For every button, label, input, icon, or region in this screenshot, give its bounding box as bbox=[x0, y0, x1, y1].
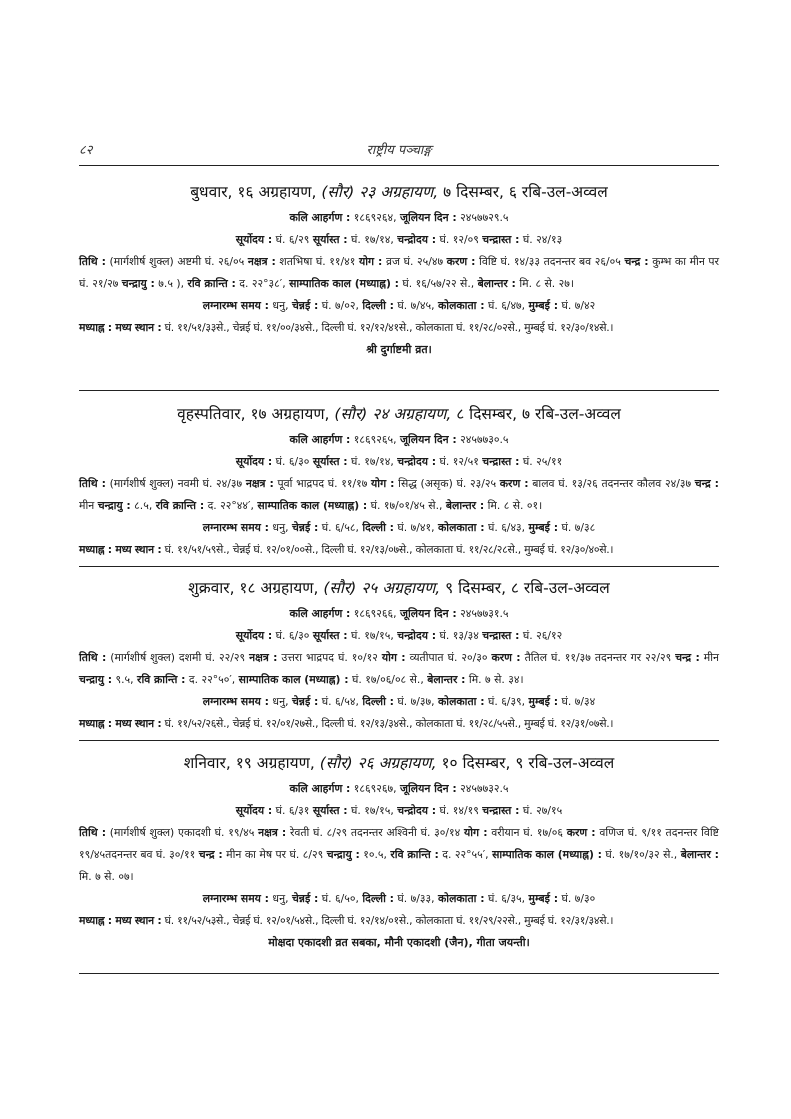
sun-moon-value: घं. २६/१२ bbox=[519, 629, 563, 642]
day-entry bbox=[79, 752, 719, 954]
lagna-value: धनु, bbox=[269, 695, 292, 708]
sun-moon-value: घं. ६/२९ bbox=[272, 233, 313, 246]
lagna-line bbox=[79, 888, 719, 910]
detail-value: ८.५, bbox=[130, 499, 156, 512]
weekday-date: शनिवार, १९ अग्रहायण, bbox=[183, 754, 320, 772]
solar-date: (सौर) २५ अग्रहायण, bbox=[323, 579, 441, 597]
lagna-value: धनु, bbox=[269, 299, 292, 312]
sun-moon-label: चन्द्रोदय : bbox=[397, 804, 437, 817]
detail-label: करण : bbox=[446, 255, 476, 268]
lagna-label: कोलकाता : bbox=[437, 299, 485, 312]
detail-value: मि. ८ से. ०१। bbox=[484, 499, 543, 512]
sun-moon-label: चन्द्रास्त : bbox=[482, 233, 520, 246]
sun-moon-value: घं. १३/३४ bbox=[436, 629, 483, 642]
detail-value: शतभिषा घं. ११/४१ bbox=[275, 255, 359, 268]
day-heading bbox=[79, 403, 719, 425]
detail-label: योग : bbox=[381, 651, 406, 664]
detail-label: योग : bbox=[359, 255, 383, 268]
lagna-line bbox=[79, 517, 719, 539]
madhyahna-label: मध्याह्न : मध्य स्थान : bbox=[79, 543, 162, 556]
sun-moon-value: घं. १७/१५, bbox=[347, 629, 398, 642]
madhyahna-value: घं. ११/५२/२६से., चेन्नई घं. १२/०१/२७से., दिल्ली घं. १२/१३/३४से., कोलकाता घं. ११/२८/५५से., मुम्बई घं. १२/३१/०७से.। bbox=[161, 717, 614, 730]
lagna-value: धनु, bbox=[269, 892, 292, 905]
solar-date: (सौर) २६ अग्रहायण, bbox=[319, 754, 437, 772]
sun-moon-value: घं. १२/०९ bbox=[436, 233, 483, 246]
julian-value: २४५७७३२.५ bbox=[456, 782, 509, 795]
day-entry bbox=[79, 181, 719, 361]
kali-label: कलि आहर्गण : bbox=[289, 433, 351, 446]
detail-label: साम्पातिक काल (मध्याह्न) : bbox=[289, 277, 399, 290]
lagna-label: कोलकाता : bbox=[437, 892, 485, 905]
detail-label: चन्द्र : bbox=[675, 651, 700, 664]
solar-date: (सौर) २३ अग्रहायण, bbox=[321, 183, 439, 201]
lagna-label: मुम्बई : bbox=[528, 299, 559, 312]
kali-label: कलि आहर्गण : bbox=[289, 607, 351, 620]
sun-moon-value: घं. २४/१३ bbox=[519, 233, 563, 246]
detail-value: द. २२°३८′, bbox=[235, 277, 290, 290]
julian-value: २४५७७३०.५ bbox=[456, 433, 509, 446]
detail-value: घं. १७/०६/०८ से., bbox=[348, 673, 428, 686]
lagna-value: घं. ७/३८ bbox=[558, 521, 596, 534]
day-heading bbox=[79, 577, 719, 599]
detail-label: करण : bbox=[491, 651, 521, 664]
sun-moon-label: सूर्यास्त : bbox=[312, 233, 348, 246]
sun-moon-label: सूर्यास्त : bbox=[312, 629, 348, 642]
detail-label: चन्द्रायु : bbox=[79, 673, 113, 686]
lagna-value: घं. ७/३४ bbox=[558, 695, 596, 708]
madhyahna-value: घं. ११/५२/५३से., चेन्नई घं. १२/०१/५४से., दिल्ली घं. १२/१४/०१से., कोलकाता घं. ११/२९/२२से., मुम्बई घं. १२/३१/३४से.। bbox=[161, 914, 614, 927]
detail-value: कुम्भ का मीन पर घं. २१/२७ bbox=[79, 255, 719, 290]
kali-value: १८६९२६४, bbox=[350, 211, 400, 224]
detail-label: चन्द्रायु : bbox=[326, 848, 360, 861]
detail-label: साम्पातिक काल (मध्याह्न) : bbox=[238, 673, 349, 686]
sun-moon-label: सूर्योदय : bbox=[235, 629, 273, 642]
lagna-label: चेन्नई : bbox=[291, 521, 319, 534]
detail-label: बेलान्तर : bbox=[427, 673, 466, 686]
festival-note: श्री दुर्गाष्टमी व्रत। bbox=[366, 343, 432, 356]
lagna-label: चेन्नई : bbox=[291, 695, 319, 708]
detail-value: वणिज घं. ९/११ तदनन्तर विष्टि १९/४५तदनन्तर बव घं. ३०/११ bbox=[79, 826, 719, 861]
lagna-label: दिल्ली : bbox=[362, 695, 394, 708]
lagna-label: लग्नारम्भ समय : bbox=[202, 521, 269, 534]
gregorian-hijri-date: ९ दिसम्बर, ८ रबि-उल-अव्वल bbox=[440, 579, 610, 597]
kali-julian-line bbox=[79, 429, 719, 451]
detail-value: व्यतीपात घं. २०/३० bbox=[405, 651, 492, 664]
detail-label: तिथि : bbox=[79, 477, 106, 490]
julian-label: जूलियन दिन : bbox=[399, 607, 457, 620]
lagna-label: दिल्ली : bbox=[362, 521, 394, 534]
madhyahna-value: घं. ११/५१/५९से., चेन्नई घं. १२/०१/००से., दिल्ली घं. १२/१३/०७से., कोलकाता घं. ११/२८/२८से., मुम्बई घं. १२/३०/४०से.। bbox=[161, 543, 614, 556]
detail-label: तिथि : bbox=[79, 826, 107, 839]
sun-moon-value: घं. ६/३१ bbox=[272, 804, 313, 817]
day-heading bbox=[79, 181, 719, 203]
detail-label: करण : bbox=[499, 477, 529, 490]
gregorian-hijri-date: ७ दिसम्बर, ६ रबि-उल-अव्वल bbox=[438, 183, 608, 201]
lagna-value: घं. ७/०२, bbox=[318, 299, 363, 312]
detail-label: चन्द्र : bbox=[694, 477, 719, 490]
detail-label: बेलान्तर : bbox=[445, 499, 485, 512]
kali-value: १८६९२६६, bbox=[350, 607, 400, 620]
detail-label: रवि क्रान्ति : bbox=[137, 673, 186, 686]
lagna-label: लग्नारम्भ समय : bbox=[202, 695, 269, 708]
sun-moon-value: घं. १७/१४, bbox=[347, 233, 398, 246]
sun-moon-line bbox=[79, 229, 719, 251]
detail-value: पूर्वा भाद्रपद घं. ११/१७ bbox=[273, 477, 372, 490]
lagna-label: चेन्नई : bbox=[291, 892, 319, 905]
sun-moon-line bbox=[79, 451, 719, 473]
page-header bbox=[79, 140, 719, 162]
detail-value: वरीयान घं. १७/०६ bbox=[487, 826, 567, 839]
detail-value: घं. १७/१०/३२ से., bbox=[601, 848, 681, 861]
julian-label: जूलियन दिन : bbox=[399, 211, 457, 224]
detail-label: नक्षत्र : bbox=[258, 826, 287, 839]
lagna-value: घं. ७/४५, bbox=[393, 299, 438, 312]
lagna-value: घं. ६/४७, bbox=[484, 299, 529, 312]
detail-label: तिथि : bbox=[79, 255, 106, 268]
lagna-value: घं. ६/३९, bbox=[484, 695, 529, 708]
detail-value: सिद्ध (असृक) घं. २३/२५ bbox=[394, 477, 500, 490]
detail-label: योग : bbox=[371, 477, 395, 490]
julian-label: जूलियन दिन : bbox=[399, 782, 457, 795]
kali-value: १८६९२६७, bbox=[350, 782, 400, 795]
kali-julian-line bbox=[79, 603, 719, 625]
gregorian-hijri-date: ८ दिसम्बर, ७ रबि-उल-अव्वल bbox=[451, 405, 621, 423]
lagna-value: घं. ७/४१, bbox=[393, 521, 438, 534]
detail-label: योग : bbox=[463, 826, 488, 839]
lagna-label: दिल्ली : bbox=[362, 299, 394, 312]
detail-value: द. २२°४४′, bbox=[204, 499, 258, 512]
detail-value: ९.५, bbox=[112, 673, 138, 686]
detail-value: रेवती घं. ८/२९ तदनन्तर अश्विनी घं. ३०/१४ bbox=[286, 826, 464, 839]
lagna-value: घं. ७/३३, bbox=[393, 892, 438, 905]
weekday-date: वृहस्पतिवार, १७ अग्रहायण, bbox=[177, 405, 335, 423]
detail-value: १०.५, bbox=[359, 848, 391, 861]
detail-value: मि. ७ से. ३४। bbox=[465, 673, 524, 686]
header-rule bbox=[79, 165, 719, 166]
kali-julian-line bbox=[79, 207, 719, 229]
lagna-label: मुम्बई : bbox=[528, 695, 559, 708]
detail-label: बेलान्तर : bbox=[477, 277, 516, 290]
madhyahna-line bbox=[79, 539, 719, 561]
sun-moon-label: चन्द्रास्त : bbox=[482, 804, 520, 817]
detail-label: चन्द्रायु : bbox=[97, 499, 131, 512]
detail-value: (मार्गशीर्ष शुक्ल) एकादशी घं. १९/४५ bbox=[106, 826, 259, 839]
lagna-label: चेन्नई : bbox=[291, 299, 319, 312]
detail-label: करण : bbox=[566, 826, 596, 839]
lagna-value: घं. ६/५८, bbox=[318, 521, 363, 534]
detail-value: मीन bbox=[79, 499, 98, 512]
lagna-label: दिल्ली : bbox=[362, 892, 394, 905]
detail-label: नक्षत्र : bbox=[247, 255, 276, 268]
madhyahna-label: मध्याह्न : मध्य स्थान : bbox=[79, 914, 162, 927]
detail-label: रवि क्रान्ति : bbox=[155, 499, 205, 512]
lagna-value: घं. ७/३७, bbox=[393, 695, 438, 708]
detail-label: साम्पातिक काल (मध्याह्न) : bbox=[257, 499, 368, 512]
running-title: राष्ट्रीय पञ्चाङ्ग bbox=[366, 143, 432, 158]
madhyahna-label: मध्याह्न : मध्य स्थान : bbox=[79, 717, 162, 730]
detail-label: नक्षत्र : bbox=[249, 651, 278, 664]
detail-value: उत्तरा भाद्रपद घं. १०/१२ bbox=[277, 651, 382, 664]
lagna-value: घं. ६/५४, bbox=[318, 695, 363, 708]
detail-label: बेलान्तर : bbox=[680, 848, 719, 861]
festival-note: मोक्षदा एकादशी व्रत सबका, मौनी एकादशी (जैन), गीता जयन्ती। bbox=[268, 936, 530, 949]
detail-value: ७.५ ), bbox=[154, 277, 188, 290]
detail-label: चन्द्र : bbox=[624, 255, 649, 268]
sun-moon-line bbox=[79, 625, 719, 647]
sun-moon-value: घं. ६/३० bbox=[272, 455, 313, 468]
julian-value: २४५७७२९.५ bbox=[456, 211, 509, 224]
tithi-details bbox=[79, 647, 719, 691]
tithi-details bbox=[79, 473, 719, 517]
kali-label: कलि आहर्गण : bbox=[289, 782, 351, 795]
detail-value: मि. ७ से. ०७। bbox=[79, 870, 134, 883]
lagna-value: धनु, bbox=[269, 521, 292, 534]
detail-label: तिथि : bbox=[79, 651, 107, 664]
lagna-value: घं. ६/३५, bbox=[484, 892, 529, 905]
footer-rule bbox=[79, 973, 719, 974]
kali-value: १८६९२६५, bbox=[350, 433, 400, 446]
detail-label: चन्द्र : bbox=[198, 848, 223, 861]
detail-label: रवि क्रान्ति : bbox=[390, 848, 439, 861]
sun-moon-label: सूर्यास्त : bbox=[312, 804, 348, 817]
sun-moon-label: सूर्योदय : bbox=[235, 455, 273, 468]
sun-moon-line bbox=[79, 800, 719, 822]
sun-moon-label: चन्द्रास्त : bbox=[482, 455, 520, 468]
detail-value: मि. ८ से. २७। bbox=[515, 277, 574, 290]
page-number: ८२ bbox=[79, 143, 93, 158]
day-entry bbox=[79, 577, 719, 735]
day-entry bbox=[79, 403, 719, 561]
lagna-value: घं. ७/३० bbox=[558, 892, 596, 905]
sun-moon-label: चन्द्रोदय : bbox=[397, 629, 437, 642]
madhyahna-line bbox=[79, 317, 719, 339]
madhyahna-label: मध्याह्न : मध्य स्थान : bbox=[79, 321, 162, 334]
lagna-label: मुम्बई : bbox=[528, 521, 559, 534]
detail-value: मीन का मेष पर घं. ८/२९ bbox=[222, 848, 327, 861]
madhyahna-line bbox=[79, 713, 719, 735]
divider-rule bbox=[79, 390, 719, 391]
detail-label: रवि क्रान्ति : bbox=[187, 277, 236, 290]
detail-label: चन्द्रायु : bbox=[121, 277, 155, 290]
lagna-label: लग्नारम्भ समय : bbox=[202, 299, 269, 312]
detail-value: तैतिल घं. ११/३७ तदनन्तर गर २२/२९ bbox=[520, 651, 676, 664]
kali-label: कलि आहर्गण : bbox=[289, 211, 351, 224]
sun-moon-value: घं. २७/१५ bbox=[519, 804, 563, 817]
tithi-details bbox=[79, 251, 719, 295]
detail-value: मीन bbox=[699, 651, 719, 664]
tithi-details bbox=[79, 822, 719, 888]
lagna-label: कोलकाता : bbox=[437, 521, 485, 534]
kali-julian-line bbox=[79, 778, 719, 800]
detail-value: (मार्गशीर्ष शुक्ल) नवमी घं. २४/३७ bbox=[105, 477, 246, 490]
divider-rule bbox=[79, 566, 719, 567]
detail-value: द. २२°५५′, bbox=[438, 848, 493, 861]
sun-moon-value: घं. १७/१४, bbox=[347, 455, 398, 468]
sun-moon-label: सूर्यास्त : bbox=[312, 455, 348, 468]
sun-moon-label: चन्द्रोदय : bbox=[397, 455, 437, 468]
detail-value: (मार्गशीर्ष शुक्ल) दशमी घं. २२/२९ bbox=[106, 651, 250, 664]
detail-label: नक्षत्र : bbox=[245, 477, 274, 490]
lagna-value: घं. ६/५०, bbox=[318, 892, 363, 905]
madhyahna-value: घं. ११/५१/३३से., चेन्नई घं. ११/००/३४से., दिल्ली घं. १२/१२/४१से., कोलकाता घं. ११/२८/०२से., मुम्बई घं. १२/३०/१४से.। bbox=[161, 321, 614, 334]
sun-moon-label: चन्द्रास्त : bbox=[482, 629, 520, 642]
detail-value: द. २२°५०′, bbox=[185, 673, 239, 686]
detail-value: बालव घं. १३/२६ तदनन्तर कौलव २४/३७ bbox=[528, 477, 695, 490]
sun-moon-value: घं. २५/११ bbox=[519, 455, 563, 468]
sun-moon-label: चन्द्रोदय : bbox=[397, 233, 437, 246]
lagna-value: घं. ६/४३, bbox=[484, 521, 529, 534]
detail-value: विष्टि घं. १४/३३ तदनन्तर बव २६/०५ bbox=[475, 255, 625, 268]
lagna-value: घं. ७/४२ bbox=[558, 299, 596, 312]
sun-moon-value: घं. ६/३० bbox=[272, 629, 313, 642]
sun-moon-label: सूर्योदय : bbox=[235, 804, 273, 817]
detail-value: घं. १६/५७/२२ से., bbox=[398, 277, 478, 290]
detail-value: व्रज घं. २५/४७ bbox=[382, 255, 447, 268]
madhyahna-line bbox=[79, 910, 719, 932]
solar-date: (सौर) २४ अग्रहायण, bbox=[334, 405, 452, 423]
detail-value: (मार्गशीर्ष शुक्ल) अष्टमी घं. २६/०५ bbox=[105, 255, 248, 268]
detail-label: साम्पातिक काल (मध्याह्न) : bbox=[492, 848, 602, 861]
weekday-date: बुधवार, १६ अग्रहायण, bbox=[190, 183, 322, 201]
divider-rule bbox=[79, 740, 719, 741]
lagna-label: लग्नारम्भ समय : bbox=[202, 892, 269, 905]
sun-moon-value: घं. १४/१९ bbox=[436, 804, 483, 817]
lagna-line bbox=[79, 295, 719, 317]
lagna-label: मुम्बई : bbox=[528, 892, 559, 905]
sun-moon-value: घं. १२/५१ bbox=[436, 455, 483, 468]
gregorian-hijri-date: १० दिसम्बर, ९ रबि-उल-अव्वल bbox=[436, 754, 615, 772]
julian-value: २४५७७३१.५ bbox=[456, 607, 509, 620]
sun-moon-value: घं. १७/१५, bbox=[347, 804, 398, 817]
julian-label: जूलियन दिन : bbox=[399, 433, 457, 446]
weekday-date: शुक्रवार, १८ अग्रहायण, bbox=[188, 579, 324, 597]
lagna-label: कोलकाता : bbox=[437, 695, 485, 708]
lagna-line bbox=[79, 691, 719, 713]
day-heading bbox=[79, 752, 719, 774]
detail-value: घं. १७/०१/४५ से., bbox=[367, 499, 446, 512]
sun-moon-label: सूर्योदय : bbox=[235, 233, 273, 246]
